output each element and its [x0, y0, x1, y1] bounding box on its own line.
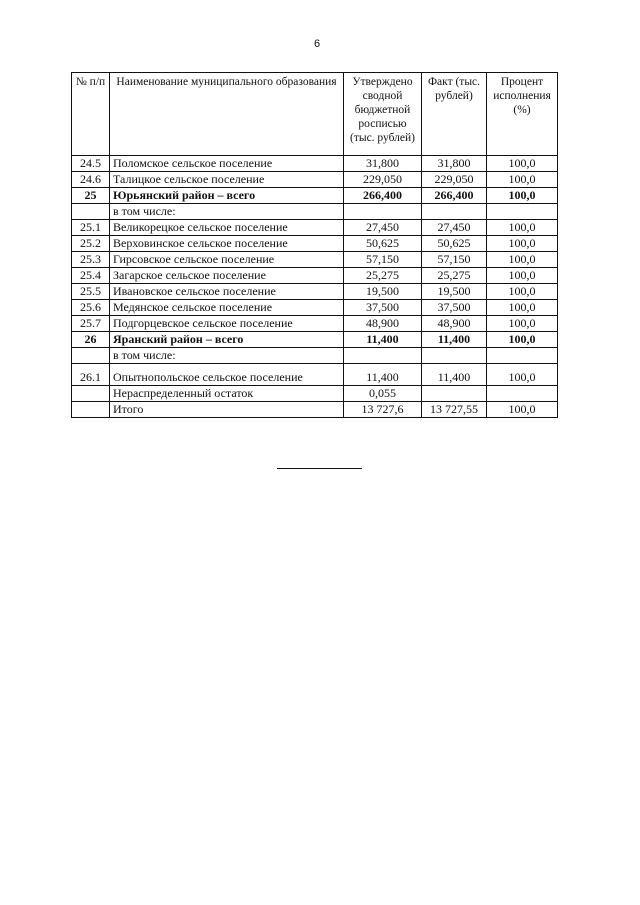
row-approved: 0,055 [344, 386, 422, 402]
row-name: в том числе: [110, 204, 344, 220]
table-row [72, 316, 558, 332]
row-num: 25.6 [72, 300, 110, 316]
row-name: Талицкое сельское поселение [110, 172, 344, 188]
row-approved: 48,900 [344, 316, 422, 332]
table-row-grand-total [72, 402, 558, 418]
row-num: 24.6 [72, 172, 110, 188]
header-percent: Процент исполнения (%) [487, 73, 558, 156]
row-approved: 37,500 [344, 300, 422, 316]
table-row [72, 252, 558, 268]
row-approved: 25,275 [344, 268, 422, 284]
table-header-row [72, 73, 558, 156]
row-num [72, 402, 110, 418]
table-row [72, 386, 558, 402]
row-percent: 100,0 [487, 172, 558, 188]
row-approved: 31,800 [344, 156, 422, 172]
row-name: Подгорцевское сельское поселение [110, 316, 344, 332]
row-name: Поломское сельское поселение [110, 156, 344, 172]
row-num: 25.2 [72, 236, 110, 252]
row-fact: 48,900 [422, 316, 487, 332]
row-percent: 100,0 [487, 268, 558, 284]
row-fact: 13 727,55 [422, 402, 487, 418]
row-approved: 27,450 [344, 220, 422, 236]
row-fact: 11,400 [422, 332, 487, 348]
row-fact: 19,500 [422, 284, 487, 300]
header-fact: Факт (тыс. рублей) [422, 73, 487, 156]
row-num: 25.3 [72, 252, 110, 268]
row-approved: 11,400 [344, 364, 422, 386]
table-row-district-total [72, 332, 558, 348]
row-approved: 229,050 [344, 172, 422, 188]
row-fact: 25,275 [422, 268, 487, 284]
header-approved: Утверждено сводной бюджетной росписью (тыс. рублей) [344, 73, 422, 156]
page-number: 6 [314, 38, 321, 50]
row-approved: 11,400 [344, 332, 422, 348]
row-percent: 100,0 [487, 300, 558, 316]
row-fact: 50,625 [422, 236, 487, 252]
row-percent: 100,0 [487, 252, 558, 268]
table-row [72, 156, 558, 172]
row-num: 24.5 [72, 156, 110, 172]
row-fact: 57,150 [422, 252, 487, 268]
row-num: 25 [72, 188, 110, 204]
table-row [72, 204, 558, 220]
row-name: Итого [110, 402, 344, 418]
table-row [72, 300, 558, 316]
row-percent: 100,0 [487, 332, 558, 348]
row-approved: 13 727,6 [344, 402, 422, 418]
header-num: № п/п [72, 73, 110, 156]
row-num: 26.1 [72, 364, 110, 386]
table-row [72, 220, 558, 236]
row-percent [487, 386, 558, 402]
table-row [72, 348, 558, 364]
row-percent: 100,0 [487, 402, 558, 418]
row-fact: 11,400 [422, 364, 487, 386]
row-num [72, 386, 110, 402]
row-num: 25.1 [72, 220, 110, 236]
table-row [72, 268, 558, 284]
table-row [72, 284, 558, 300]
row-name: Опытнопольское сельское поселение [110, 364, 344, 386]
row-fact: 229,050 [422, 172, 487, 188]
row-name: Великорецкое сельское поселение [110, 220, 344, 236]
row-percent: 100,0 [487, 188, 558, 204]
row-name: Загарское сельское поселение [110, 268, 344, 284]
table-row [72, 172, 558, 188]
row-approved: 57,150 [344, 252, 422, 268]
row-num: 25.5 [72, 284, 110, 300]
row-fact: 37,500 [422, 300, 487, 316]
row-percent: 100,0 [487, 236, 558, 252]
row-num: 25.4 [72, 268, 110, 284]
row-approved [344, 204, 422, 220]
row-name: Ивановское сельское поселение [110, 284, 344, 300]
row-percent [487, 348, 558, 364]
row-name: Юрьянский район – всего [110, 188, 344, 204]
row-name: Нераспределенный остаток [110, 386, 344, 402]
row-percent: 100,0 [487, 220, 558, 236]
row-approved: 266,400 [344, 188, 422, 204]
row-name: в том числе: [110, 348, 344, 364]
row-approved: 50,625 [344, 236, 422, 252]
row-name: Медянское сельское поселение [110, 300, 344, 316]
row-percent: 100,0 [487, 364, 558, 386]
closing-rule [277, 468, 362, 469]
table-row [72, 236, 558, 252]
execution-table [71, 72, 558, 418]
row-approved: 19,500 [344, 284, 422, 300]
row-percent [487, 204, 558, 220]
row-fact [422, 204, 487, 220]
table-row-district-total [72, 188, 558, 204]
table-row [72, 364, 558, 386]
row-num [72, 204, 110, 220]
row-percent: 100,0 [487, 284, 558, 300]
row-name: Верховинское сельское поселение [110, 236, 344, 252]
row-fact: 31,800 [422, 156, 487, 172]
row-num: 25.7 [72, 316, 110, 332]
row-fact [422, 348, 487, 364]
row-name: Гирсовское сельское поселение [110, 252, 344, 268]
row-num [72, 348, 110, 364]
row-fact: 27,450 [422, 220, 487, 236]
row-percent: 100,0 [487, 316, 558, 332]
header-name: Наименование муниципального образования [110, 73, 344, 156]
row-name: Яранский район – всего [110, 332, 344, 348]
row-num: 26 [72, 332, 110, 348]
row-percent: 100,0 [487, 156, 558, 172]
row-approved [344, 348, 422, 364]
row-fact [422, 386, 487, 402]
row-fact: 266,400 [422, 188, 487, 204]
